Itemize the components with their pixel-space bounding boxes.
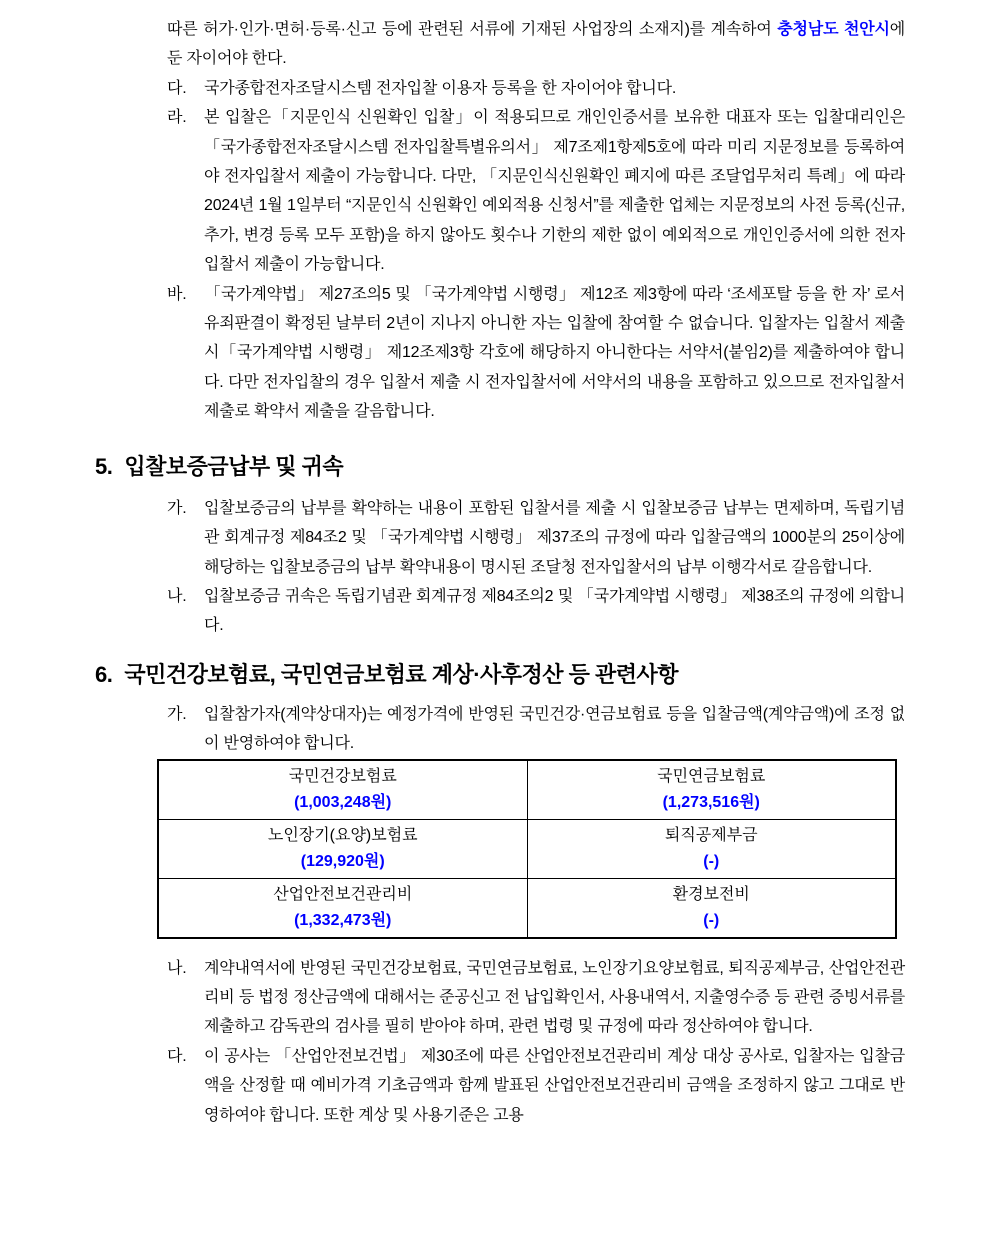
list-item-ra — [167, 103, 905, 279]
item-marker: 나. — [167, 959, 187, 977]
item-text: 국가종합전자조달시스템 전자입찰 이용자 등록을 한 자이어야 합니다. — [204, 79, 677, 97]
section-number: 5. — [95, 453, 113, 479]
item-marker: 라. — [167, 109, 187, 127]
fee-label: 노인장기(요양)보험료 — [267, 826, 418, 844]
fee-cell-retirement-deduction — [527, 819, 896, 878]
section6-item-da — [167, 1042, 905, 1130]
list-item-da — [167, 74, 905, 103]
carryover-text-after: 에 둔 자이어야 한다. — [167, 21, 905, 68]
table-row — [158, 760, 896, 820]
fee-cell-longterm-care — [158, 819, 527, 878]
item-text: 「국가계약법」 제27조의5 및 「국가계약법 시행령」 제12조 제3항에 따라 ‘조세포탈 등을 한 자’ 로서 유죄판결이 확정된 날부터 2년이 지나지 아니한 자는 입찰에 참여할 수 없습니다. 입찰자는 입찰서 제출 시「국가계약법 시행령」 제12조제3항 각호에 해당하지 아니한다는 서약서(붙임2)를 제출하여야 합니다. 다만 전자입찰의 경우 입찰서 제출 시 전자입찰서에 서약서의 내용을 포함하고 있으므로 전자입찰서 제출로 확약서 제출을 갈음합니다. — [204, 285, 905, 421]
item-text: 입찰보증금의 납부를 확약하는 내용이 포함된 입찰서를 제출 시 입찰보증금 납부는 면제하며, 독립기념관 회계규정 제84조2 및 「국가계약법 시행령」 제37조의 규정에 따라 입찰금액의 1000분의 25이상에 해당하는 입찰보증금의 납부 확약내용이 명시된 조달청 전자입찰서의 납부 이행각서로 갈음합니다. — [204, 499, 905, 576]
carryover-paragraph — [167, 15, 905, 74]
item-marker: 가. — [167, 499, 187, 517]
table-row — [158, 819, 896, 878]
item-text: 입찰참가자(계약상대자)는 예정가격에 반영된 국민건강·연금보험료 등을 입찰금액(계약금액)에 조정 없이 반영하여야 합니다. — [204, 705, 905, 753]
fee-amount: (1,332,473원) — [294, 911, 392, 929]
fee-cell-environment-preservation — [527, 878, 896, 938]
item-text: 계약내역서에 반영된 국민건강보험료, 국민연금보험료, 노인장기요양보험료, 퇴직공제부금, 산업안전관리비 등 법정 정산금액에 대해서는 준공신고 전 납입확인서, 사용내역서, 지출영수증 등 관련 증빙서류를 제출하고 감독관의 검사를 필히 받아야 하며, 관련 법령 및 규정에 따라 정산하여야 합니다. — [204, 959, 905, 1036]
item-marker: 바. — [167, 285, 187, 303]
item-text: 이 공사는 「산업안전보건법」 제30조에 따른 산업안전보건관리비 계상 대상 공사로, 입찰자는 입찰금액을 산정할 때 예비가격 기초금액과 함께 발표된 산업안전보건관리비 금액을 조정하지 않고 그대로 반영하여야 합니다. 또한 계상 및 사용기준은 고용 — [204, 1047, 905, 1124]
section-number: 6. — [95, 661, 113, 687]
item-text: 본 입찰은「지문인식 신원확인 입찰」이 적용되므로 개인인증서를 보유한 대표자 또는 입찰대리인은 「국가종합전자조달시스템 전자입찰특별유의서」 제7조제1항제5호에 따라 미리 지문정보를 등록하여야 전자입찰서 제출이 가능합니다. 다만, 「지문인식신원확인 폐지에 따른 조달업무처리 특례」에 따라 2024년 1월 1일부터 “지문인식 신원확인 예외적용 신청서”를 제출한 업체는 지문정보의 사전 등록(신규, 추가, 변경 등록 모두 포함)을 하지 않아도 횟수나 기한의 제한 없이 예외적으로 개인인증서에 의한 전자 입찰서 제출이 가능합니다. — [204, 109, 905, 274]
fee-label: 국민연금보험료 — [657, 767, 766, 785]
item-text: 입찰보증금 귀속은 독립기념관 회계규정 제84조의2 및 「국가계약법 시행령」 제38조의 규정에 의합니다. — [204, 587, 905, 635]
fee-cell-industrial-safety — [158, 878, 527, 938]
fee-label: 산업안전보건관리비 — [273, 885, 413, 903]
item-marker: 다. — [167, 1047, 187, 1065]
section6-item-ga — [167, 700, 905, 759]
section5-item-ga — [167, 494, 905, 582]
fee-amount: (129,920원) — [300, 852, 385, 870]
fee-amount: (1,273,516원) — [662, 793, 760, 811]
section-title: 입찰보증금납부 및 귀속 — [124, 453, 344, 479]
section5-item-na — [167, 582, 905, 641]
item-marker: 나. — [167, 587, 187, 605]
fee-amount: (1,003,248원) — [294, 793, 392, 811]
item-marker: 가. — [167, 705, 187, 723]
table-row — [158, 878, 896, 938]
list-item-ba — [167, 280, 905, 427]
carryover-text-before: 따른 허가·인가·면허·등록·신고 등에 관련된 서류에 기재된 사업장의 소재지)를 계속하여 — [167, 21, 778, 38]
fee-cell-national-pension — [527, 760, 896, 820]
fee-amount: (-) — [703, 911, 720, 929]
fee-label: 퇴직공제부금 — [664, 826, 758, 844]
fee-cell-health-insurance — [158, 760, 527, 820]
section6-item-na — [167, 954, 905, 1042]
fee-amount: (-) — [703, 852, 720, 870]
fee-label: 환경보전비 — [672, 885, 750, 903]
section-6-heading — [95, 661, 932, 688]
fee-label: 국민건강보험료 — [288, 767, 397, 785]
item-marker: 다. — [167, 79, 187, 97]
section-5-heading — [95, 453, 932, 480]
location-highlight: 충청남도 천안시 — [777, 21, 890, 38]
section-title: 국민건강보험료, 국민연금보험료 계상·사후정산 등 관련사항 — [124, 661, 679, 687]
insurance-fee-table — [157, 759, 897, 939]
